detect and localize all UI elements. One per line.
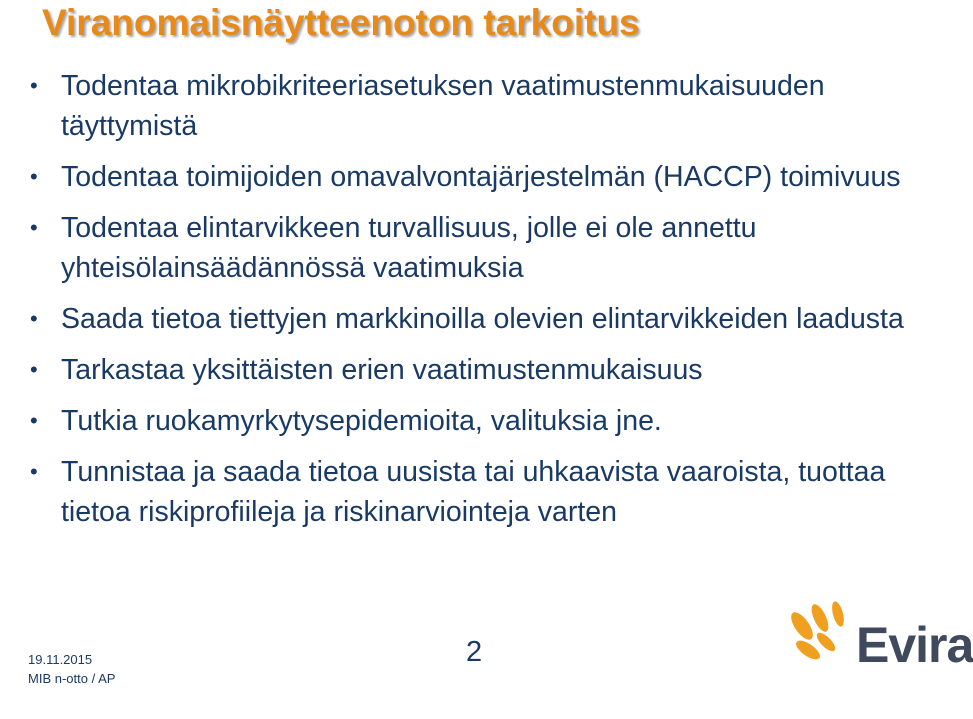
bullet-symbol: • [30,306,38,331]
bullet-symbol: • [30,357,38,382]
bullet-text: Todentaa toimijoiden omavalvontajärjestelmän (HACCP) toimivuus [61,161,901,193]
page-number: 2 [466,636,483,668]
bullet-item [30,401,955,441]
bullet-item [30,452,955,532]
logo-text: Evira [856,617,973,673]
bullet-symbol: • [30,164,38,189]
bullet-item [30,208,955,288]
bullet-text: Tarkastaa yksittäisten erien vaatimustenmukaisuus [61,354,703,386]
bullet-item [30,157,955,197]
footer-date: 19.11.2015 [28,652,93,667]
bullet-item [30,350,955,390]
bullet-item [30,66,955,146]
bullet-text: Tutkia ruokamyrkytysepidemioita, valituksia jne. [61,405,662,437]
footer-author: MIB n-otto / AP [28,671,116,686]
bullet-item [30,299,955,339]
bullet-text: Tunnistaa ja saada tietoa uusista tai uhkaavista vaaroista, tuottaa tietoa riskiprofiileja ja riskinarviointeja varten [61,456,886,528]
bullet-text: Todentaa elintarvikkeen turvallisuus, jolle ei ole annettu yhteisölainsäädännössä vaatimuksia [61,212,757,284]
bullet-symbol: • [30,408,38,433]
bullet-symbol: • [30,215,38,240]
bullet-text: Saada tietoa tiettyjen markkinoilla olevien elintarvikkeiden laadusta [61,303,904,335]
bullet-symbol: • [30,73,38,98]
bullet-text: Todentaa mikrobikriteeriasetuksen vaatimustenmukaisuuden täyttymistä [61,70,825,142]
bullet-list [30,66,955,543]
slide-title: Viranomaisnäytteenoton tarkoitus [42,2,640,43]
bullet-symbol: • [30,459,38,484]
